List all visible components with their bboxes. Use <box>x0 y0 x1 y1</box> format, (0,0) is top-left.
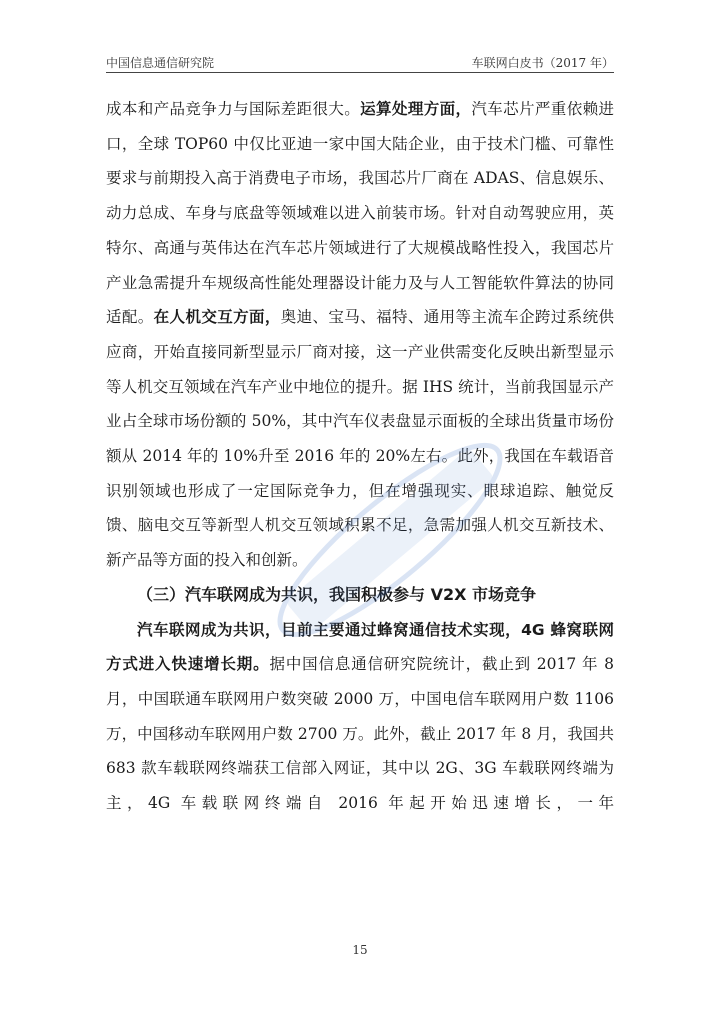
paragraph-connectivity <box>106 613 614 821</box>
paragraph-hardware <box>106 92 614 578</box>
section-heading: （三）汽车联网成为共识，我国积极参与 V2X 市场竞争 <box>137 584 536 604</box>
bold-lead-hmi: 在人机交互方面， <box>153 308 281 327</box>
text-run: 奥迪、宝马、福特、通用等主流车企跨过系统供应商，开始直接同新型显示厂商对接，这一产业供需变化反映出新型显示等人机交互领域在汽车产业中地位的提升。据 IHS 统计，当前我国显示产业占全球市场份额的 50%，其中汽车仪表盘显示面板的全球出货量市场份额从 2014 年的 10%升至 2016 年的 20%左右。此外，我国在车载语音识别领域也形成了一定国际竞争力，但在增强现实、眼球追踪、触觉反馈、脑电交互等新型人机交互领域积累不足，急需加强人机交互新技术、新产品等方面的投入和创新。 <box>106 308 614 570</box>
text-run: 据中国信息通信研究院统计，截止到 2017 年 8 月，中国联通车联网用户数突破 2000 万，中国电信车联网用户数 1106 万，中国移动车联网用户数 2700 万。此外，截止 2017 年 8 月，我国共 683 款车载联网终端获工信部入网证，其中以 2G、3G 车载联网终端为主，4G 车载联网终端自 2016 年起开始迅速增长，一年 <box>106 655 614 813</box>
header-document-title: 车联网白皮书（2017 年） <box>471 56 614 70</box>
text-run: 成本和产品竞争力与国际差距很大。 <box>106 100 361 118</box>
header-divider <box>106 72 614 73</box>
page-body <box>106 92 614 821</box>
bold-lead-connectivity: 汽车联网成为共识，目前主要通过蜂窝通信技术实现，4G 蜂窝联网方式进入快速增长期。 <box>106 620 614 674</box>
header-organization: 中国信息通信研究院 <box>106 56 215 70</box>
text-run: 汽车芯片严重依赖进口，全球 TOP60 中仅比亚迪一家中国大陆企业，由于技术门槛、可靠性要求与前期投入高于消费电子市场，我国芯片厂商在 ADAS、信息娱乐、动力总成、车身与底盘等领域难以进入前装市场。针对自动驾驶应用，英特尔、高通与英伟达在汽车芯片领域进行了大规模战略性投入，我国芯片产业急需提升车规级高性能处理器设计能力及与人工智能软件算法的协同适配。 <box>106 100 614 327</box>
page-header <box>106 54 614 72</box>
page-number: 15 <box>352 943 368 957</box>
bold-lead-computing: 运算处理方面， <box>360 100 472 118</box>
